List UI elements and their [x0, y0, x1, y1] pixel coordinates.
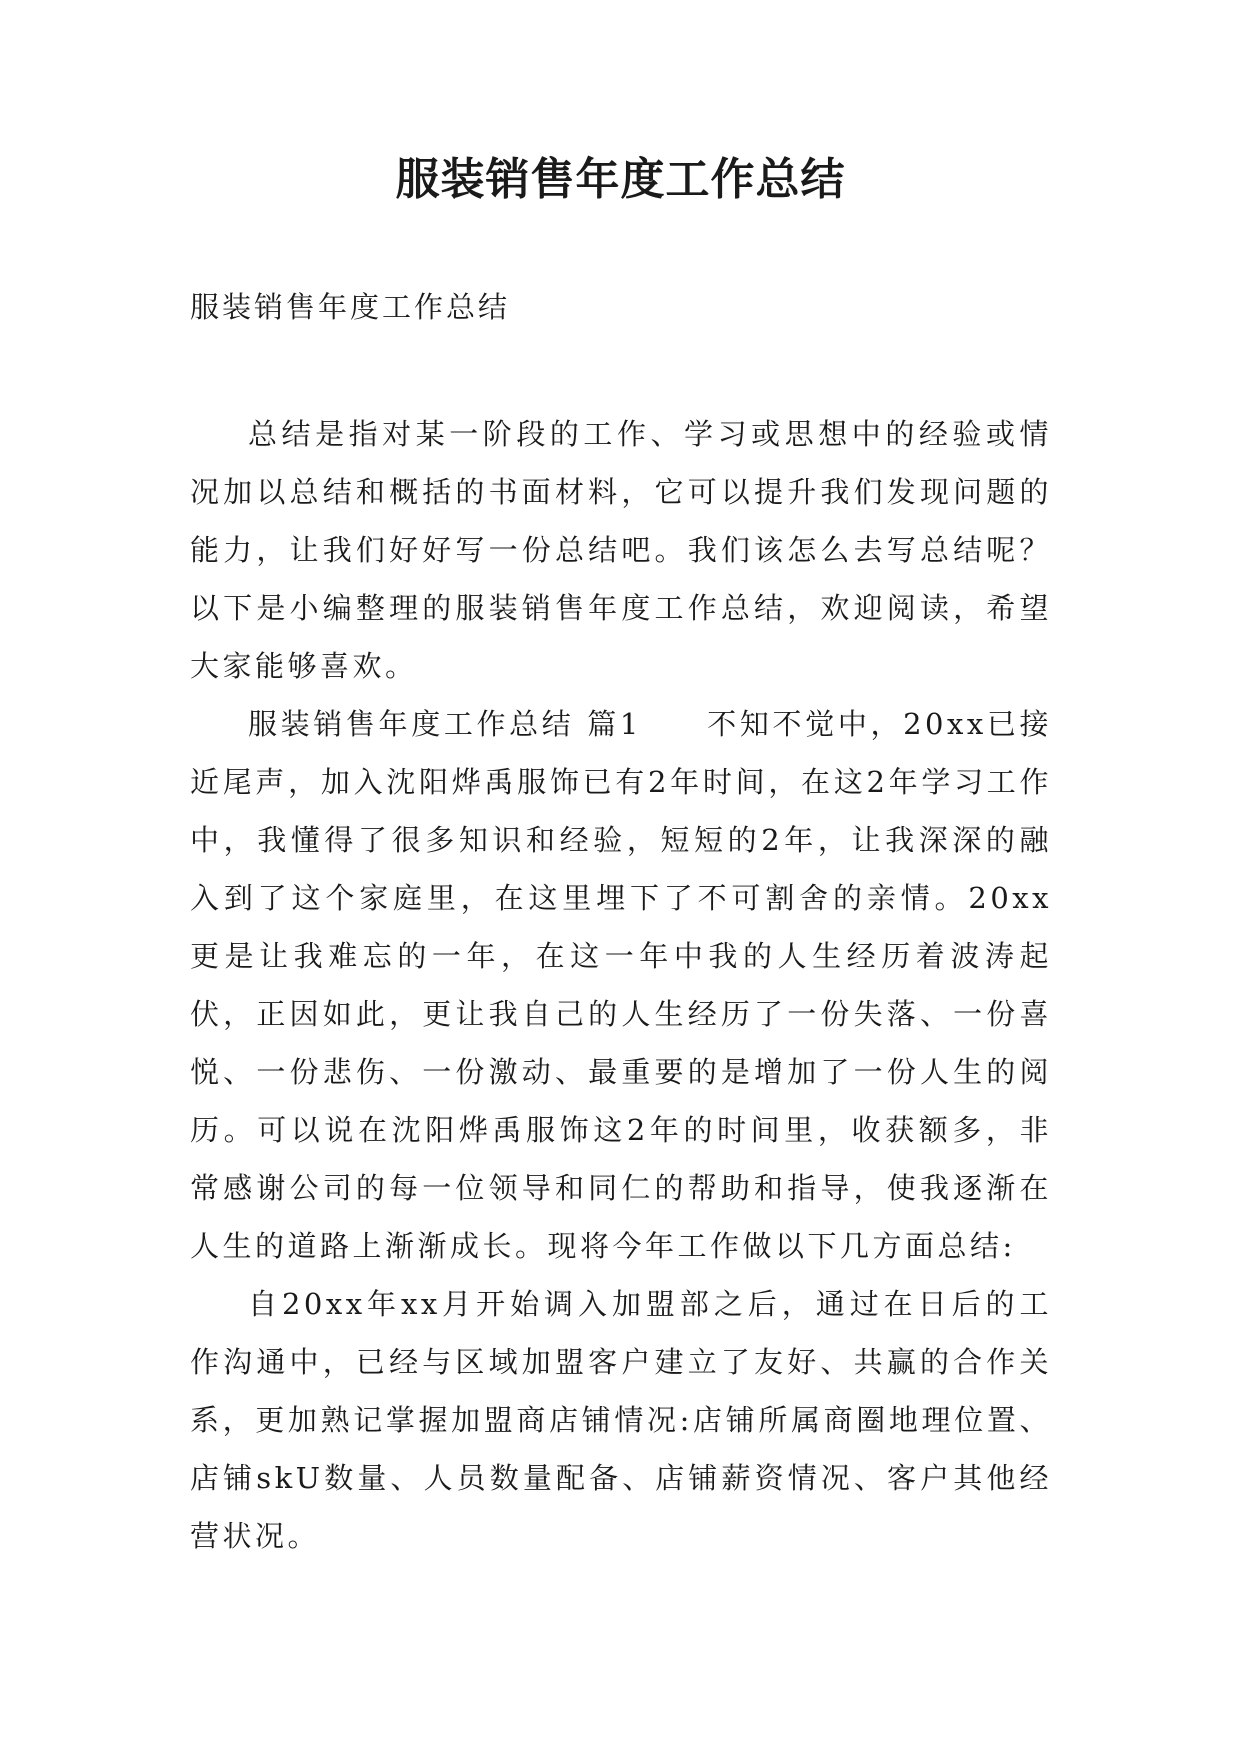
paragraph-intro: 总结是指对某一阶段的工作、学习或思想中的经验或情况加以总结和概括的书面材料，它可以提升我们发现问题的能力，让我们好好写一份总结吧。我们该怎么去写总结呢？以下是小编整理的服装销售年度工作总结，欢迎阅读，希望大家能够喜欢。: [190, 417, 1052, 683]
document-title: 服装销售年度工作总结: [395, 154, 846, 205]
paragraph-section-1: 服装销售年度工作总结 篇1 不知不觉中，20xx已接近尾声，加入沈阳烨禹服饰已有2年时间，在这2年学习工作中，我懂得了很多知识和经验，短短的2年，让我深深的融入到了这个家庭里，在这里埋下了不可割舍的亲情。20xx更是让我难忘的一年，在这一年中我的人生经历着波涛起伏，正因如此，更让我自己的人生经历了一份失落、一份喜悦、一份悲伤、一份激动、最重要的是增加了一份人生的阅历。可以说在沈阳烨禹服饰这2年的时间里，收获额多，非常感谢公司的每一位领导和同仁的帮助和指导，使我逐渐在人生的道路上渐渐成长。现将今年工作做以下几方面总结:: [190, 707, 1052, 1263]
document-body: [190, 405, 1052, 1565]
document-subtitle: 服装销售年度工作总结: [190, 290, 511, 324]
paragraph-franchise: 自20xx年xx月开始调入加盟部之后，通过在日后的工作沟通中，已经与区域加盟客户建立了友好、共赢的合作关系，更加熟记掌握加盟商店铺情况:店铺所属商圈地理位置、店铺skU数量、人员数量配备、店铺薪资情况、客户其他经营状况。: [190, 1287, 1052, 1553]
